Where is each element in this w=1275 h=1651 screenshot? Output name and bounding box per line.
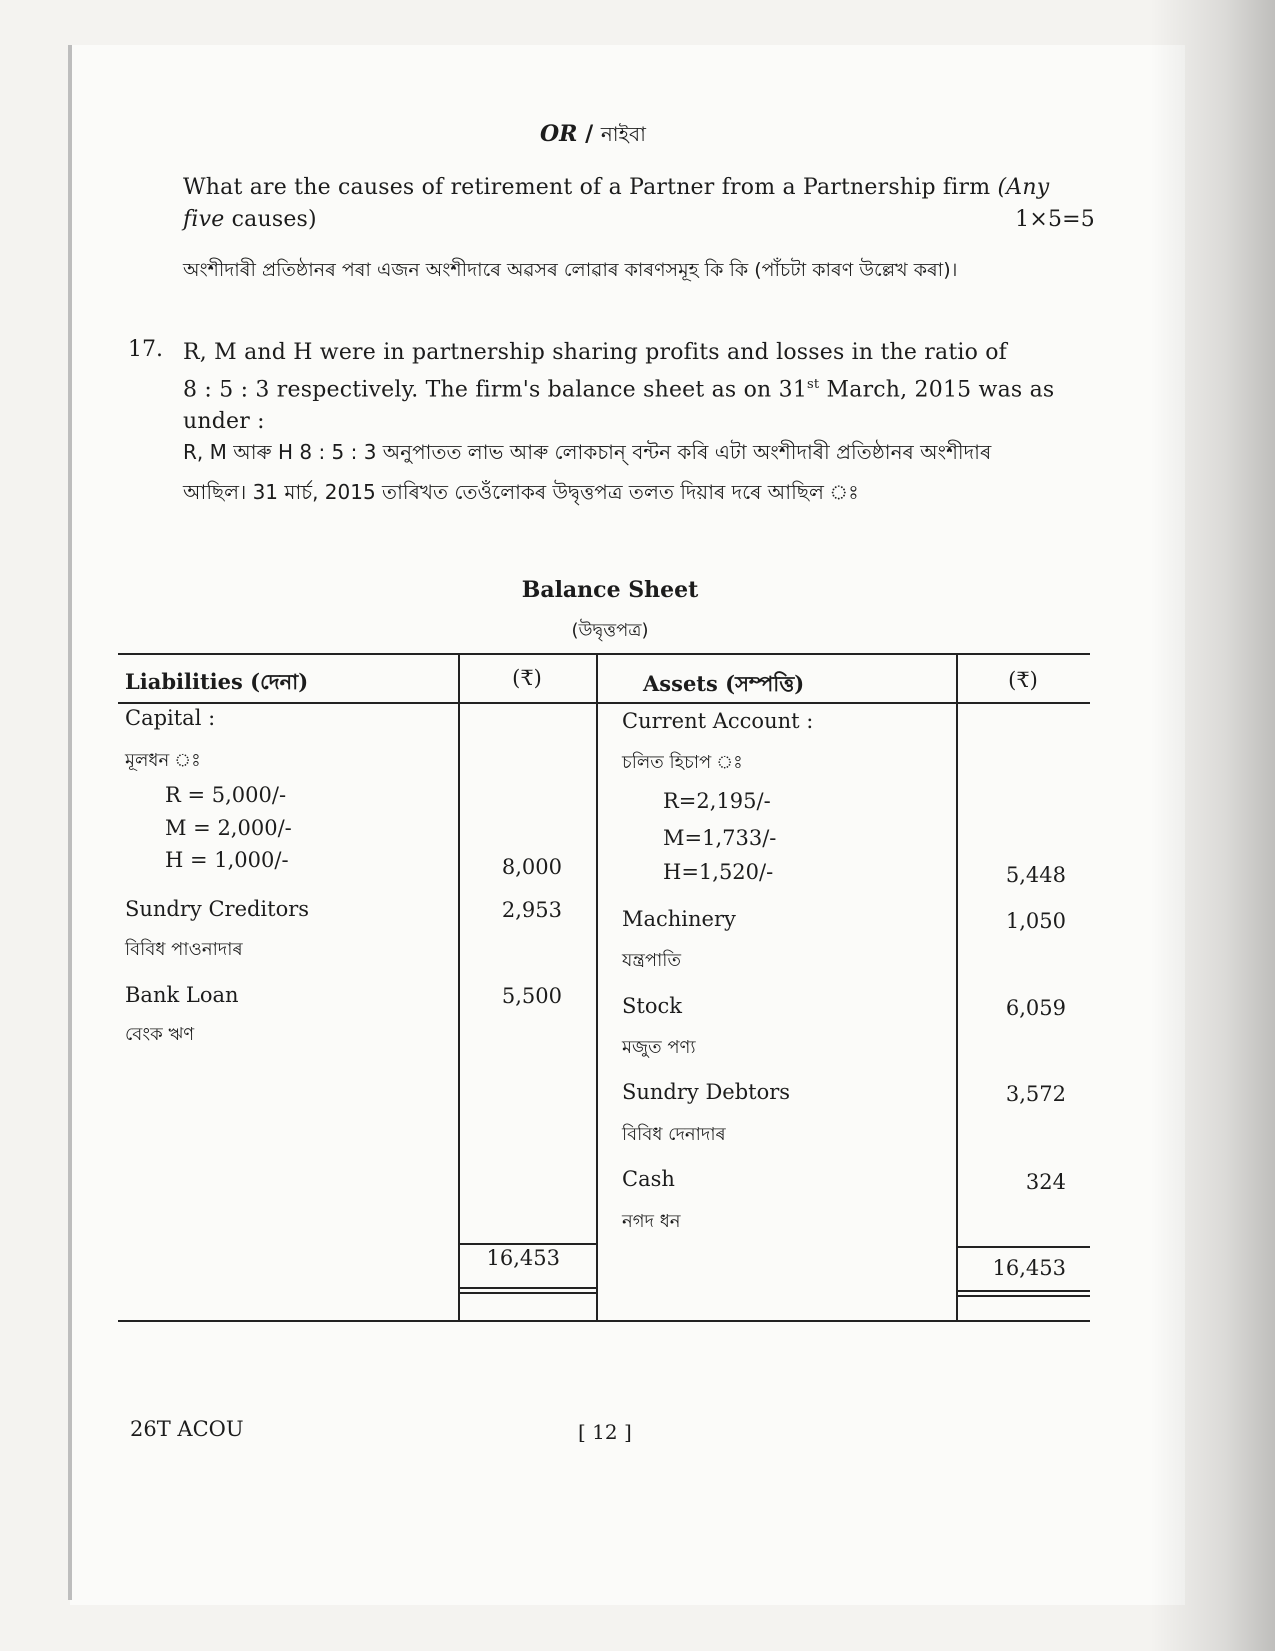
liab-capital-label-as: মূলধন ঃ [125,750,201,771]
q17-text-as-1: R, M আৰু H 8 : 5 : 3 অনুপাতত লাভ আৰু লোকচান্ বন্টন কৰি এটা অংশীদাৰী প্ৰতিষ্ঠানৰ অংশীদাৰ [183,440,992,464]
liab-total: 16,453 [486,1246,560,1270]
asset-current-label: Current Account : [622,709,814,733]
liab-capital-total: 8,000 [501,855,562,879]
header-rupee-1: (₹) [512,666,542,690]
table-col-rule [596,653,598,1320]
table-header-rule [118,702,1090,704]
asset-machinery-amount: 1,050 [1005,909,1066,933]
liab-creditors-amount: 2,953 [501,898,562,922]
page-edge [68,45,72,1600]
page-number: [ 12 ] [578,1420,632,1444]
asset-cash-amount: 324 [1025,1170,1066,1194]
or-heading: OR / নাইবা [540,121,646,147]
header-rupee-2: (₹) [1008,668,1038,692]
asset-debtors-label-as: বিবিধ দেনাদাৰ [622,1124,726,1145]
balance-sheet-title: Balance Sheet [521,577,699,603]
liab-capital-m: M = 2,000/- [165,816,292,840]
q16-question-as: অংশীদাৰী প্ৰতিষ্ঠানৰ পৰা এজন অংশীদাৰে অৱসৰ লোৱাৰ কাৰণসমূহ কি কি (পাঁচটা কাৰণ উল্লেখ কৰা)। [183,259,958,281]
asset-stock-label-as: মজুত পণ্য [622,1037,696,1058]
asset-current-h: H=1,520/- [663,860,774,884]
asset-machinery-label: Machinery [622,907,736,931]
liab-loan-label: Bank Loan [125,983,239,1007]
asset-cash-label: Cash [622,1167,675,1191]
liab-total-rule [458,1243,596,1245]
liab-creditors-label: Sundry Creditors [125,897,310,921]
asset-stock-label: Stock [622,994,682,1018]
asset-machinery-label-as: যন্ত্ৰপাতি [622,950,681,971]
liab-capital-h: H = 1,000/- [165,848,289,872]
asset-cash-label-as: নগদ ধন [622,1211,681,1232]
asset-total-double-rule [956,1290,1090,1292]
asset-current-m: M=1,733/- [663,826,777,850]
asset-stock-amount: 6,059 [1005,996,1066,1020]
q16-question-en: What are the causes of retirement of a Partner from a Partnership firm (Any five causes) [183,175,1050,232]
header-assets: Assets (সম্পত্তি) [643,671,805,696]
scan-shadow [1150,0,1275,1651]
table-col-rule [956,653,958,1320]
asset-total: 16,453 [992,1256,1066,1280]
header-liabilities: Liabilities (দেনা) [125,669,309,694]
liab-creditors-label-as: বিবিধ পাওনাদাৰ [125,939,243,960]
liab-total-double-rule [458,1287,596,1289]
liab-loan-label-as: বেংক ঋণ [125,1024,195,1045]
asset-current-r: R=2,195/- [663,789,771,813]
asset-total-double-rule [956,1295,1090,1297]
asset-current-label-as: চলিত হিচাপ ঃ [622,752,743,773]
q17-text-en: R, M and H were in partnership sharing profits and losses in the ratio of 8 : 5 : 3 respectively. The firm's balance sheet as on 31st March, 2015 was as under : [183,340,1055,435]
table-bottom-rule [118,1320,1090,1322]
liab-loan-amount: 5,500 [501,984,562,1008]
asset-current-total: 5,448 [1005,863,1066,887]
liab-total-double-rule [458,1292,596,1294]
q16-marks: 1×5=5 [1015,207,1095,232]
liab-capital-r: R = 5,000/- [165,783,287,807]
asset-total-rule [956,1246,1090,1248]
q17-text-as-2: আছিল। 31 মাৰ্চ, 2015 তাৰিখত তেওঁলোকৰ উদ্বৃত্তপত্ৰ তলত দিয়াৰ দৰে আছিল ঃ [183,480,859,504]
q17-number: 17. [128,337,163,362]
asset-debtors-amount: 3,572 [1005,1082,1066,1106]
liab-capital-label: Capital : [125,706,216,730]
paper-code: 26T ACOU [130,1417,244,1441]
balance-sheet-subtitle: (উদ্বৃত্তপত্ৰ) [571,620,649,641]
asset-debtors-label: Sundry Debtors [622,1080,791,1104]
table-top-rule [118,653,1090,655]
